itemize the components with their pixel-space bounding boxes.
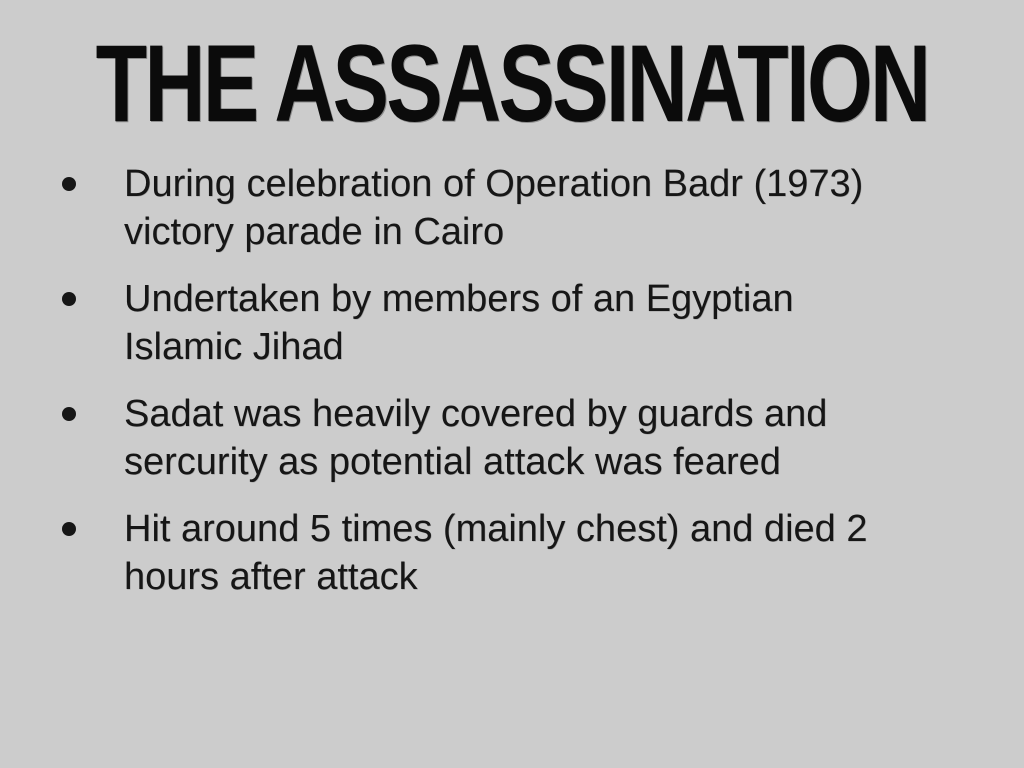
bullet-item [60,160,964,256]
bullet-text: Sadat was heavily covered by guards and sercurity as potential attack was feared [124,393,828,483]
bullet-dot-icon [62,407,76,421]
slide-title: THE ASSASSINATION [95,22,929,145]
bullet-dot-icon [62,292,76,306]
bullet-dot-icon [62,177,76,191]
bullet-text: During celebration of Operation Badr (1973) victory parade in Cairo [124,163,864,253]
bullet-item [60,390,964,486]
bullet-text: Hit around 5 times (mainly chest) and died 2 hours after attack [124,508,868,598]
bullet-list [0,160,1024,601]
bullet-text: Undertaken by members of an Egyptian Islamic Jihad [124,278,794,368]
bullet-dot-icon [62,522,76,536]
bullet-item [60,275,964,371]
bullet-item [60,505,964,601]
